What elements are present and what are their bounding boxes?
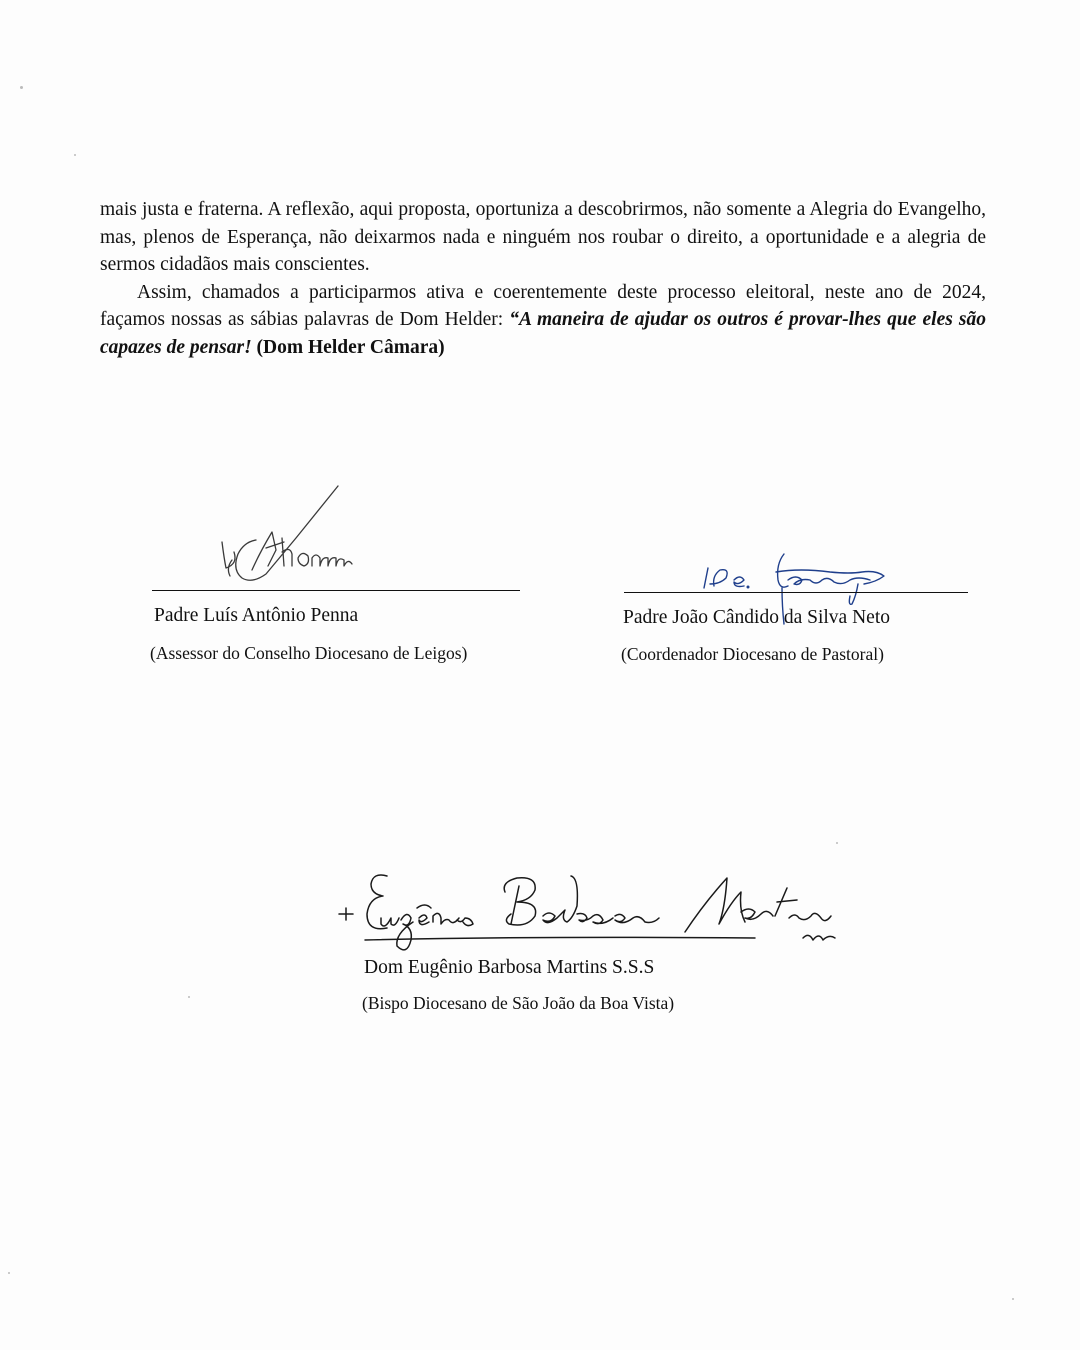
paragraph-2-lead: Assim, chamados a participarmos ativa e coerentemente deste processo eleitoral, neste ano de 2024, façamos nossas as sábias palavras de Dom Helder: <box>100 281 986 330</box>
signature-line-1 <box>152 590 520 591</box>
scan-speck <box>188 996 190 998</box>
signatory-2-name: Padre João Cândido da Silva Neto <box>623 607 890 628</box>
signatory-3-name: Dom Eugênio Barbosa Martins S.S.S <box>364 957 655 978</box>
signatory-1-name: Padre Luís Antônio Penna <box>154 605 359 626</box>
signature-dom-eugenio <box>335 862 855 958</box>
signatory-1-role: (Assessor do Conselho Diocesano de Leigos) <box>150 643 468 663</box>
signatory-3-role: (Bispo Diocesano de São João da Boa Vista) <box>362 993 675 1013</box>
letter-body <box>100 196 986 361</box>
scan-speck <box>74 154 76 156</box>
paragraph-2 <box>100 279 986 362</box>
dom-helder-quote: “A maneira de ajudar os outros é provar-lhes que eles são capazes de pensar! <box>100 309 986 358</box>
paragraph-1: mais justa e fraterna. A reflexão, aqui proposta, oportuniza a descobrirmos, não somente a Alegria do Evangelho, mas, plenos de Esperança, não deixarmos nada e ninguém nos roubar o direito, a oportunidade e a alegria de sermos cidadãos mais conscientes. <box>100 199 986 275</box>
scan-speck <box>836 842 838 844</box>
signature-padre-luis <box>212 480 362 590</box>
scan-speck <box>1012 1298 1014 1300</box>
quote-attribution: (Dom Helder Câmara) <box>251 336 445 358</box>
signature-line-2 <box>624 592 968 593</box>
scan-speck <box>20 86 23 89</box>
signatory-2-role: (Coordenador Diocesano de Pastoral) <box>621 644 884 664</box>
scan-speck <box>8 1272 10 1274</box>
